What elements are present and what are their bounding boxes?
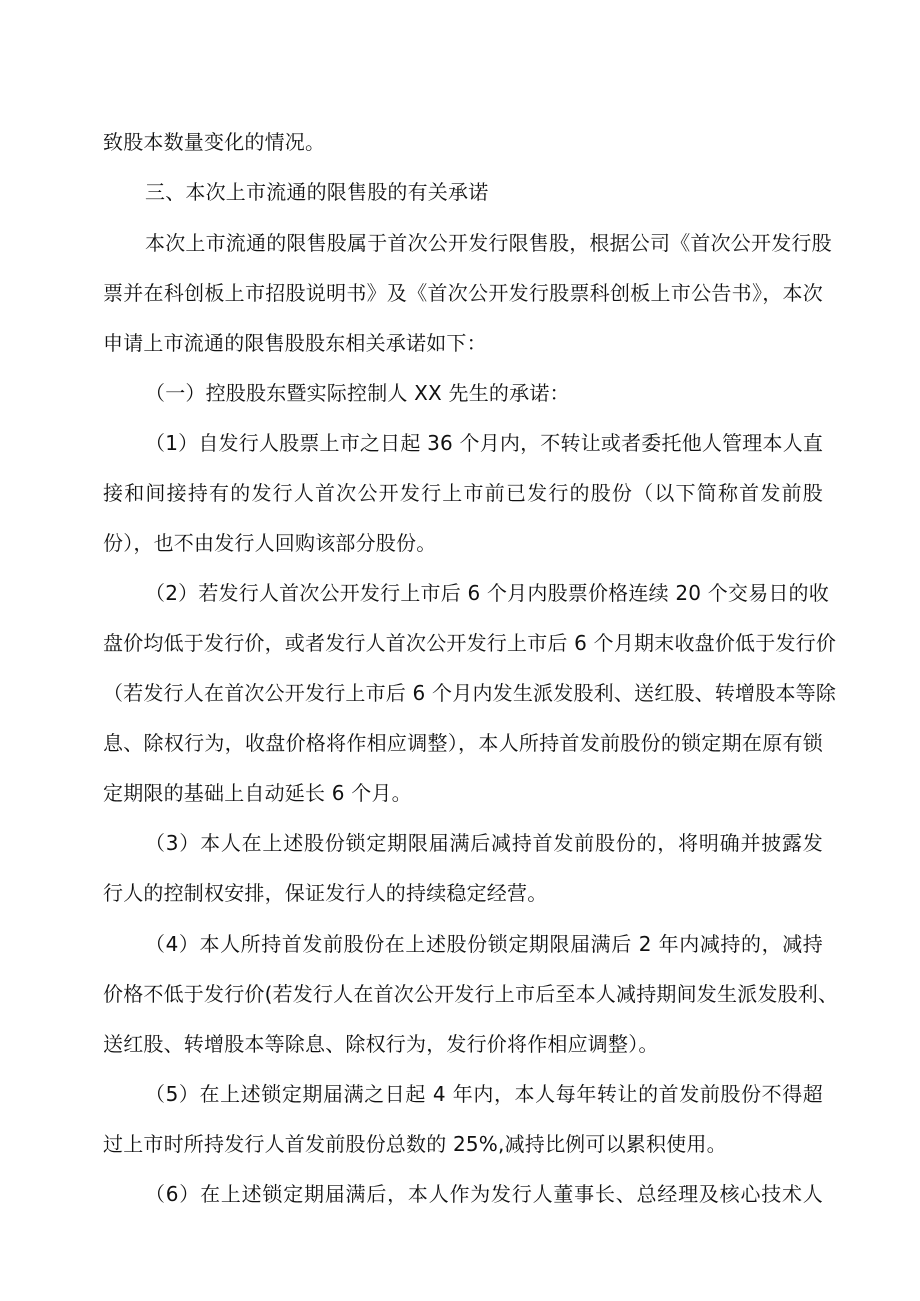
paragraph-line: 份），也不由发行人回购该部分股份。 bbox=[103, 531, 437, 555]
paragraph-line: 本次上市流通的限售股属于首次公开发行限售股，根据公司《首次公开发行股 bbox=[145, 231, 832, 255]
section-heading: 三、本次上市流通的限售股的有关承诺 bbox=[145, 180, 489, 204]
paragraph-line: （3）本人在上述股份锁定期限届满后减持首发前股份的，将明确并披露发 bbox=[145, 831, 823, 855]
paragraph-line: （6）在上述锁定期届满后，本人作为发行人董事长、总经理及核心技术人 bbox=[145, 1182, 823, 1206]
paragraph-line: 申请上市流通的限售股股东相关承诺如下： bbox=[103, 331, 487, 355]
paragraph-line: 过上市时所持发行人首发前股份总数的 25%,减持比例可以累积使用。 bbox=[103, 1132, 727, 1156]
paragraph-line: 致股本数量变化的情况。 bbox=[103, 130, 326, 154]
paragraph-line: 接和间接持有的发行人首次公开发行上市前已发行的股份（以下简称首发前股 bbox=[103, 481, 823, 505]
subsection-heading: （一）控股股东暨实际控制人 XX 先生的承诺： bbox=[145, 381, 570, 405]
paragraph-line: （1）自发行人股票上市之日起 36 个月内，不转让或者委托他人管理本人直 bbox=[145, 431, 824, 455]
paragraph-line: （4）本人所持首发前股份在上述股份锁定期限届满后 2 年内减持的，减持 bbox=[145, 932, 823, 956]
paragraph-line: （2）若发行人首次公开发行上市后 6 个月内股票价格连续 20 个交易日的收 bbox=[145, 581, 829, 605]
paragraph-line: （5）在上述锁定期届满之日起 4 年内，本人每年转让的首发前股份不得超 bbox=[145, 1082, 823, 1106]
paragraph-line: 行人的控制权安排，保证发行人的持续稳定经营。 bbox=[103, 881, 548, 905]
paragraph-line: （若发行人在首次公开发行上市后 6 个月内发生派发股利、送红股、转增股本等除 bbox=[103, 681, 837, 705]
paragraph-line: 盘价均低于发行价，或者发行人首次公开发行上市后 6 个月期末收盘价低于发行价 bbox=[103, 631, 837, 655]
paragraph-line: 票并在科创板上市招股说明书》及《首次公开发行股票科创板上市公告书》，本次 bbox=[103, 281, 823, 305]
paragraph-line: 定期限的基础上自动延长 6 个月。 bbox=[103, 781, 412, 805]
paragraph-line: 送红股、转增股本等除息、除权行为，发行价将作相应调整）。 bbox=[103, 1032, 659, 1056]
paragraph-line: 价格不低于发行价(若发行人在首次公开发行上市后至本人减持期间发生派发股利、 bbox=[103, 982, 839, 1006]
paragraph-line: 息、除权行为，收盘价格将作相应调整），本人所持首发前股份的锁定期在原有锁 bbox=[103, 731, 823, 755]
